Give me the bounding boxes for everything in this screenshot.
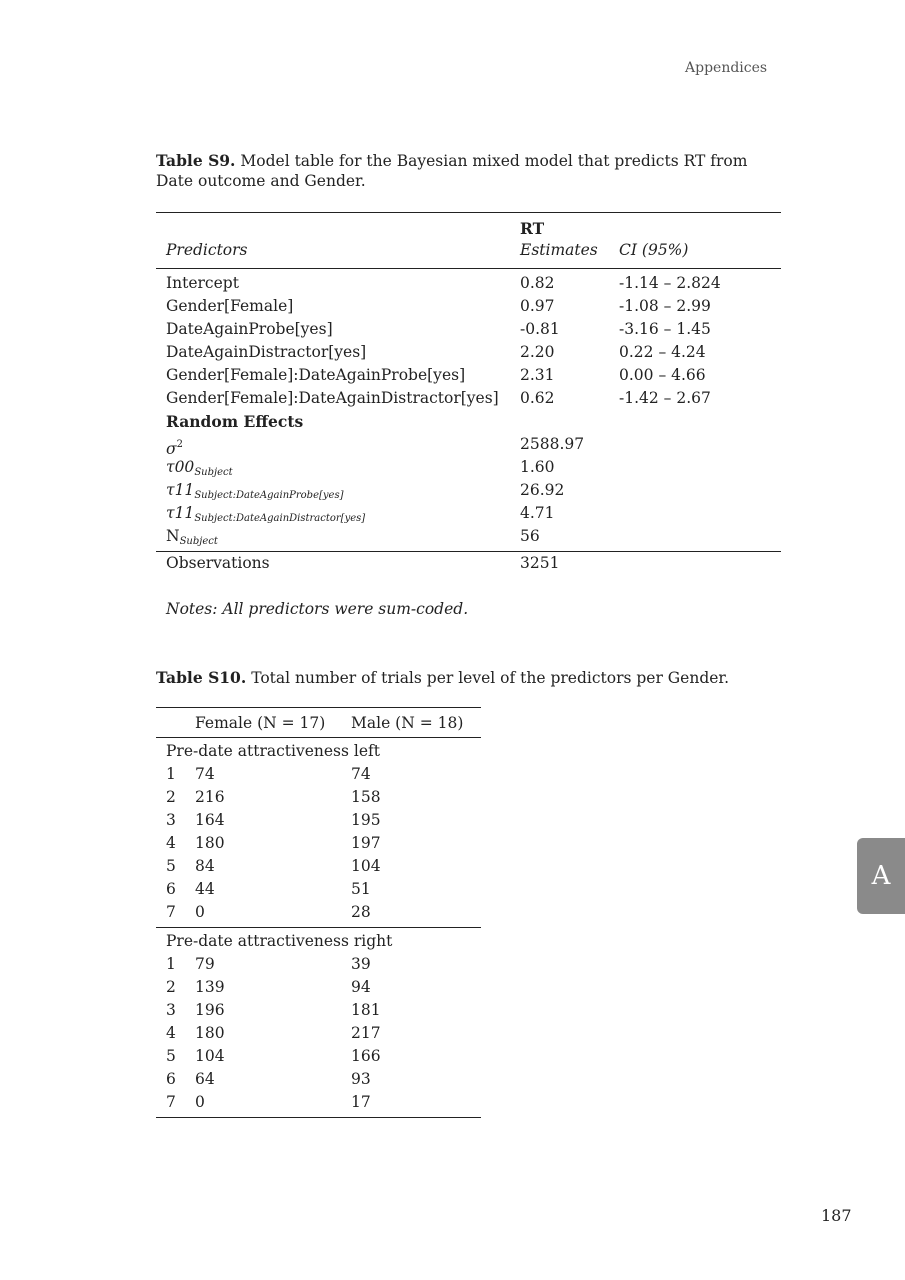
predictor-name: DateAgainDistractor[yes] bbox=[166, 343, 367, 361]
level-value: 1 bbox=[166, 955, 176, 973]
table-row bbox=[156, 976, 481, 999]
random-effect-symbol: τ11 bbox=[166, 481, 195, 499]
table-row bbox=[156, 1045, 481, 1068]
table-s10-caption-text: Total number of trials per level of the predictors per Gender. bbox=[251, 669, 730, 687]
male-count: 94 bbox=[351, 978, 371, 996]
table-row bbox=[156, 999, 481, 1022]
random-effect-value: 1.60 bbox=[520, 458, 555, 476]
male-count: 181 bbox=[351, 1001, 381, 1019]
table-row bbox=[156, 1091, 481, 1114]
table-row bbox=[156, 1068, 481, 1091]
random-effect-symbol: N bbox=[166, 527, 180, 545]
table-row bbox=[156, 809, 481, 832]
level-value: 2 bbox=[166, 978, 176, 996]
estimate-value: -0.81 bbox=[520, 320, 560, 338]
male-count: 104 bbox=[351, 857, 381, 875]
random-effect-value: 26.92 bbox=[520, 481, 565, 499]
random-effect-sup: 2 bbox=[176, 439, 183, 450]
table-s9 bbox=[156, 212, 781, 575]
level-value: 1 bbox=[166, 765, 176, 783]
appendix-thumb-tab: A bbox=[857, 838, 905, 914]
estimate-value: 0.97 bbox=[520, 297, 555, 315]
level-value: 3 bbox=[166, 811, 176, 829]
male-count: 28 bbox=[351, 903, 371, 921]
col-predictors: Predictors bbox=[166, 241, 248, 259]
col-male: Male (N = 18) bbox=[351, 714, 464, 732]
table-row bbox=[156, 502, 781, 525]
female-count: 84 bbox=[195, 857, 215, 875]
random-effects-body bbox=[156, 433, 781, 548]
table-row bbox=[156, 1022, 481, 1045]
table-s10 bbox=[156, 707, 481, 1118]
level-value: 7 bbox=[166, 1093, 176, 1111]
table-s9-caption bbox=[156, 151, 776, 191]
observations-label: Observations bbox=[166, 554, 270, 572]
random-effect-value: 56 bbox=[520, 527, 540, 545]
random-effect-sub: Subject bbox=[179, 536, 218, 547]
female-count: 79 bbox=[195, 955, 215, 973]
table-row bbox=[156, 525, 781, 548]
section-title: Pre-date attractiveness left bbox=[166, 742, 380, 760]
level-value: 2 bbox=[166, 788, 176, 806]
table-row bbox=[156, 364, 781, 387]
male-count: 166 bbox=[351, 1047, 381, 1065]
table-s10-caption bbox=[156, 668, 776, 688]
table-row bbox=[156, 479, 781, 502]
level-value: 6 bbox=[166, 880, 176, 898]
predictor-name: Gender[Female]:DateAgainProbe[yes] bbox=[166, 366, 466, 384]
estimate-value: 2.20 bbox=[520, 343, 555, 361]
table-s9-caption-text: Model table for the Bayesian mixed model that predicts RT from Date outcome and Gender. bbox=[156, 152, 748, 190]
table-row bbox=[156, 272, 781, 295]
level-value: 5 bbox=[166, 857, 176, 875]
random-effect-sub: Subject:DateAgainProbe[yes] bbox=[194, 490, 344, 501]
random-effect-symbol: τ00 bbox=[166, 458, 195, 476]
predictor-name: Gender[Female]:DateAgainDistractor[yes] bbox=[166, 389, 499, 407]
table-row bbox=[156, 953, 481, 976]
male-count: 197 bbox=[351, 834, 381, 852]
table-row bbox=[156, 341, 781, 364]
ci-value: 0.22 – 4.24 bbox=[619, 343, 706, 361]
male-count: 217 bbox=[351, 1024, 381, 1042]
female-count: 139 bbox=[195, 978, 225, 996]
female-count: 216 bbox=[195, 788, 225, 806]
table-row bbox=[156, 387, 781, 410]
header-group-rt: RT bbox=[520, 219, 545, 238]
predictor-name: Gender[Female] bbox=[166, 297, 294, 315]
female-count: 104 bbox=[195, 1047, 225, 1065]
col-estimates: Estimates bbox=[520, 241, 598, 259]
female-count: 44 bbox=[195, 880, 215, 898]
predictor-name: Intercept bbox=[166, 274, 239, 292]
female-count: 196 bbox=[195, 1001, 225, 1019]
random-effect-sub: Subject bbox=[194, 467, 233, 478]
estimate-value: 0.82 bbox=[520, 274, 555, 292]
col-female: Female (N = 17) bbox=[195, 714, 326, 732]
female-count: 0 bbox=[195, 1093, 205, 1111]
male-count: 51 bbox=[351, 880, 371, 898]
table-s9-label: Table S9. bbox=[156, 151, 236, 170]
random-effect-term bbox=[166, 525, 218, 553]
male-count: 39 bbox=[351, 955, 371, 973]
ci-value: -1.42 – 2.67 bbox=[619, 389, 711, 407]
fixed-effects-body bbox=[156, 272, 781, 410]
level-value: 4 bbox=[166, 834, 176, 852]
table-row bbox=[156, 855, 481, 878]
estimate-value: 0.62 bbox=[520, 389, 555, 407]
female-count: 180 bbox=[195, 1024, 225, 1042]
random-effect-value: 4.71 bbox=[520, 504, 555, 522]
male-count: 17 bbox=[351, 1093, 371, 1111]
table-row bbox=[156, 456, 781, 479]
section-title: Pre-date attractiveness right bbox=[166, 932, 393, 950]
table-row bbox=[156, 832, 481, 855]
level-value: 3 bbox=[166, 1001, 176, 1019]
random-effect-symbol: τ11 bbox=[166, 504, 195, 522]
female-count: 0 bbox=[195, 903, 205, 921]
table-row bbox=[156, 433, 781, 456]
table-row bbox=[156, 318, 781, 341]
predictor-name: DateAgainProbe[yes] bbox=[166, 320, 333, 338]
running-head: Appendices bbox=[685, 60, 768, 76]
male-count: 74 bbox=[351, 765, 371, 783]
female-count: 164 bbox=[195, 811, 225, 829]
table-s10-body bbox=[156, 740, 481, 1114]
table-s10-label: Table S10. bbox=[156, 668, 247, 687]
table-row bbox=[156, 786, 481, 809]
level-value: 5 bbox=[166, 1047, 176, 1065]
female-count: 64 bbox=[195, 1070, 215, 1088]
random-effects-label: Random Effects bbox=[166, 412, 304, 431]
section-header bbox=[156, 930, 481, 953]
level-value: 7 bbox=[166, 903, 176, 921]
male-count: 158 bbox=[351, 788, 381, 806]
table-row bbox=[156, 901, 481, 924]
table-row bbox=[156, 295, 781, 318]
table-row bbox=[156, 763, 481, 786]
ci-value: 0.00 – 4.66 bbox=[619, 366, 706, 384]
estimate-value: 2.31 bbox=[520, 366, 555, 384]
ci-value: -3.16 – 1.45 bbox=[619, 320, 711, 338]
level-value: 6 bbox=[166, 1070, 176, 1088]
female-count: 74 bbox=[195, 765, 215, 783]
female-count: 180 bbox=[195, 834, 225, 852]
page-number: 187 bbox=[821, 1206, 852, 1225]
ci-value: -1.14 – 2.824 bbox=[619, 274, 721, 292]
male-count: 195 bbox=[351, 811, 381, 829]
table-row bbox=[156, 878, 481, 901]
observations-value: 3251 bbox=[520, 554, 560, 572]
male-count: 93 bbox=[351, 1070, 371, 1088]
section-header bbox=[156, 740, 481, 763]
table-s9-notes: Notes: All predictors were sum-coded. bbox=[166, 600, 469, 618]
random-effect-symbol: σ bbox=[166, 440, 177, 458]
ci-value: -1.08 – 2.99 bbox=[619, 297, 711, 315]
level-value: 4 bbox=[166, 1024, 176, 1042]
random-effect-value: 2588.97 bbox=[520, 435, 585, 453]
random-effect-sub: Subject:DateAgainDistractor[yes] bbox=[194, 513, 366, 524]
col-ci: CI (95%) bbox=[619, 241, 689, 259]
